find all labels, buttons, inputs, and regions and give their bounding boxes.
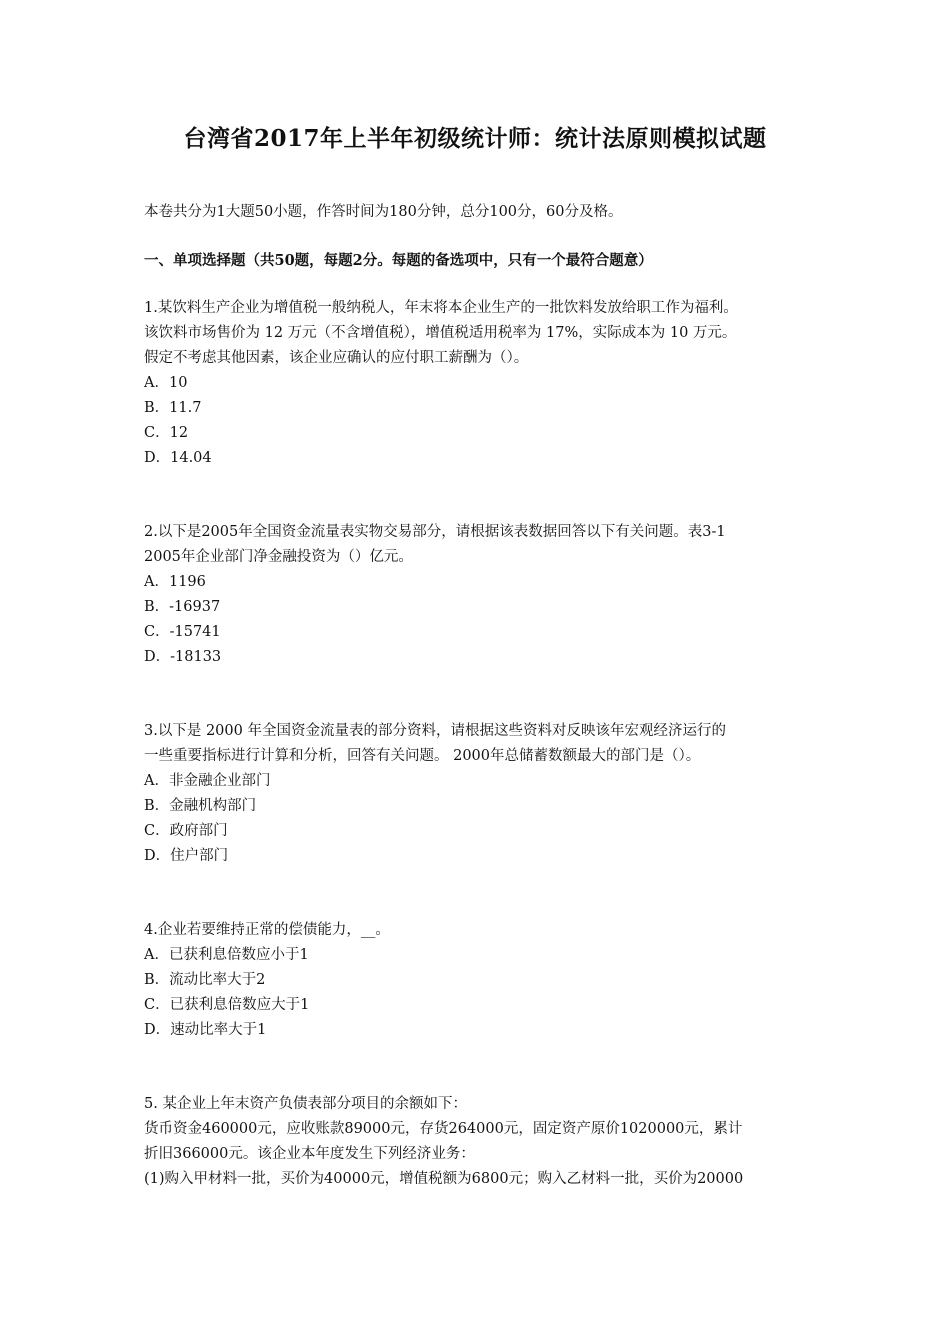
option-c: C．政府部门: [144, 823, 228, 839]
option-a: A．非金融企业部门: [144, 773, 271, 789]
option-c: C．-15741: [144, 624, 221, 640]
question-1: [144, 296, 814, 471]
question-4: [144, 918, 814, 1043]
option-d: D．速动比率大于1: [144, 1022, 267, 1038]
question-5: [144, 1092, 814, 1192]
question-2: [144, 520, 814, 670]
stem-line: 一些重要指标进行计算和分析，回答有关问题。 2000年总储蓄数额最大的部门是（）。: [144, 748, 701, 764]
option-list: [144, 371, 814, 471]
question-stem: [144, 296, 814, 371]
section-heading: 一、单项选择题（共50题，每题2分。每题的备选项中，只有一个最符合题意）: [144, 252, 653, 269]
question-stem: [144, 520, 814, 570]
question-stem: [144, 1092, 814, 1192]
document-body: [144, 200, 814, 1192]
option-list: [144, 769, 814, 869]
stem-line: 3.以下是 2000 年全国资金流量表的部分资料，请根据这些资料对反映该年宏观经济运行的: [144, 723, 726, 739]
option-b: B．-16937: [144, 599, 221, 615]
option-d: D．-18133: [144, 649, 222, 665]
stem-line: 4.企业若要维持正常的偿债能力，__。: [144, 922, 390, 938]
option-b: B．11.7: [144, 400, 202, 416]
option-list: [144, 943, 814, 1043]
stem-line: 该饮料市场售价为 12 万元（不含增值税），增值税适用税率为 17%，实际成本为 10 万元。: [144, 325, 737, 341]
stem-line: (1)购入甲材料一批，买价为40000元，增值税额为6800元；购入乙材料一批，买价为20000: [144, 1171, 744, 1187]
stem-line: 1.某饮料生产企业为增值税一般纳税人，年末将本企业生产的一批饮料发放给职工作为福利。: [144, 300, 738, 316]
question-3: [144, 719, 814, 869]
question-stem: [144, 719, 814, 769]
stem-line: 2.以下是2005年全国资金流量表实物交易部分，请根据该表数据回答以下有关问题。表3-1: [144, 524, 726, 540]
option-list: [144, 570, 814, 670]
option-d: D．住户部门: [144, 848, 229, 864]
option-d: D．14.04: [144, 450, 212, 466]
stem-line: 2005年企业部门净金融投资为（）亿元。: [144, 549, 413, 565]
stem-line: 折旧366000元。该企业本年度发生下列经济业务：: [144, 1146, 475, 1162]
option-c: C．12: [144, 425, 189, 441]
option-b: B．金融机构部门: [144, 798, 257, 814]
document-title: 台湾省2017年上半年初级统计师：统计法原则模拟试题: [183, 125, 767, 152]
option-c: C．已获利息倍数应大于1: [144, 997, 310, 1013]
option-a: A．已获利息倍数应小于1: [144, 947, 309, 963]
option-a: A．10: [144, 375, 188, 391]
question-stem: [144, 918, 814, 943]
option-a: A．1196: [144, 574, 206, 590]
stem-line: 5. 某企业上年末资产负债表部分项目的余额如下：: [144, 1096, 467, 1112]
exam-intro: 本卷共分为1大题50小题，作答时间为180分钟，总分100分，60分及格。: [144, 204, 623, 220]
stem-line: 货币资金460000元，应收账款89000元，存货264000元，固定资产原价1020000元，累计: [144, 1121, 743, 1137]
option-b: B．流动比率大于2: [144, 972, 266, 988]
stem-line: 假定不考虑其他因素，该企业应确认的应付职工薪酬为（）。: [144, 350, 529, 366]
